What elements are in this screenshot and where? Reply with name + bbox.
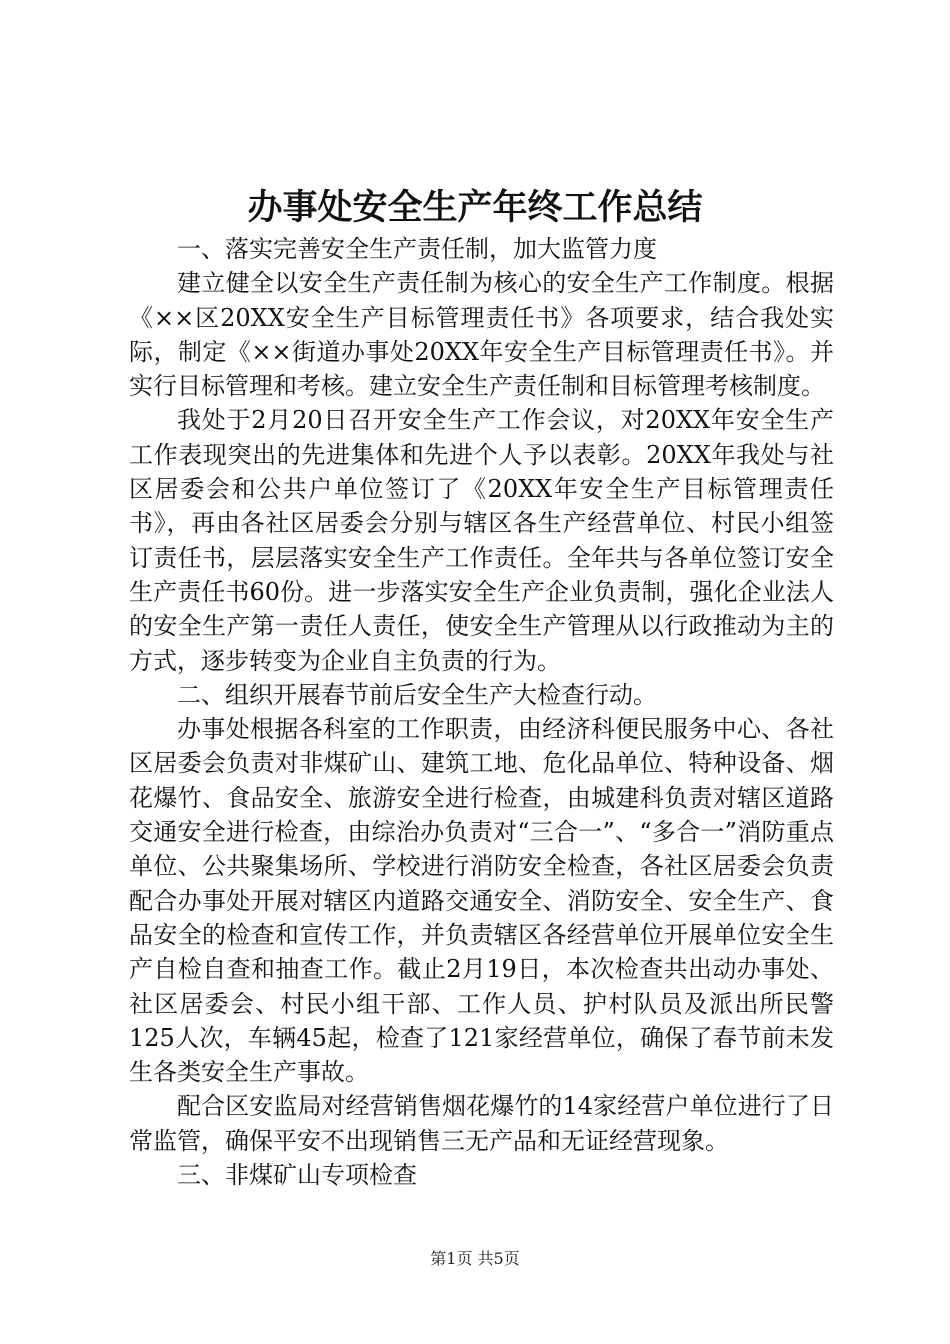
document-title: 办事处安全生产年终工作总结 (247, 187, 703, 228)
body-paragraph: 我处于2月20日召开安全生产工作会议，对20XX年安全生产工作表现突出的先进集体和先进个人予以表彰。20XX年我处与社区居委会和公共户单位签订了《20XX年安全生产目标管理责任书》，再由各社区居委会分别与辖区各生产经营单位、村民小组签订责任书，层层落实安全生产工作责任。全年共与各单位签订安全生产责任书60份。进一步落实安全生产企业负责制，强化企业法人的安全生产第一责任人责任，使安全生产管理从以行政推动为主的方式，逐步转变为企业自主负责的行为。 (129, 406, 834, 675)
body-paragraph: 配合区安监局对经营销售烟花爆竹的14家经营户单位进行了日常监管，确保平安不出现销售三无产品和无证经营现象。 (129, 1092, 834, 1155)
body-paragraph: 建立健全以安全生产责任制为核心的安全生产工作制度。根据《××区20XX安全生产目标管理责任书》各项要求，结合我处实际，制定《××街道办事处20XX年安全生产目标管理责任书》。并实行目标管理和考核。建立安全生产责任制和目标管理考核制度。 (129, 269, 834, 401)
document-body (129, 232, 834, 1192)
page-footer: 第1页 共5页 (430, 1249, 520, 1268)
section-heading-3: 三、非煤矿山专项检查 (177, 1161, 417, 1190)
section-heading-2: 二、组织开展春节前后安全生产大检查行动。 (177, 680, 657, 709)
body-paragraph: 办事处根据各科室的工作职责，由经济科便民服务中心、各社区居委会负责对非煤矿山、建筑工地、危化品单位、特种设备、烟花爆竹、食品安全、旅游安全进行检查，由城建科负责对辖区道路交通安全进行检查，由综治办负责对“三合一”、“多合一”消防重点单位、公共聚集场所、学校进行消防安全检查，各社区居委会负责配合办事处开展对辖区内道路交通安全、消防安全、安全生产、食品安全的检查和宣传工作，并负责辖区各经营单位开展单位安全生产自检自查和抽查工作。截止2月19日，本次检查共出动办事处、社区居委会、村民小组干部、工作人员、护村队员及派出所民警125人次，车辆45起，检查了121家经营单位，确保了春节前未发生各类安全生产事故。 (129, 715, 834, 1087)
section-heading-1: 一、落实完善安全生产责任制，加大监管力度 (177, 235, 657, 263)
